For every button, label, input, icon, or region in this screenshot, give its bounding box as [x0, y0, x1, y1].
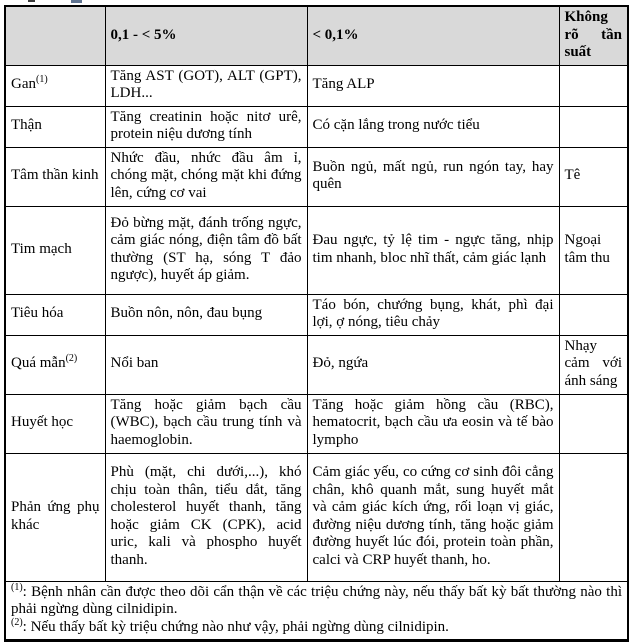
cell-unknown: Tê	[559, 147, 628, 206]
cell-unknown: Ngoại tâm thu	[559, 206, 628, 294]
cell-rare: Đỏ, ngứa	[307, 335, 559, 394]
cell-rare: Táo bón, chướng bụng, khát, phì đại lợi, ợ nóng, tiêu chảy	[307, 294, 559, 335]
cell-common: Nổi ban	[105, 335, 307, 394]
header-cell-common-frequency: 0,1 - < 5%	[105, 6, 307, 65]
footnote-marker: (2)	[11, 616, 23, 628]
cell-common: Nhức đầu, nhức đầu âm ỉ, chóng mặt, chóng mặt khi đứng lên, cứng cơ vai	[105, 147, 307, 206]
cell-category	[5, 394, 105, 453]
table-row	[5, 206, 628, 294]
table-row	[5, 147, 628, 206]
adverse-reactions-table	[4, 5, 629, 642]
category-label: Quá mẫn	[11, 355, 66, 372]
cell-unknown	[559, 394, 628, 453]
category-label: Tim mạch	[11, 240, 72, 257]
footnote-text: : Bệnh nhân cần được theo dõi cẩn thận về các triệu chứng này, nếu thấy bất kỳ bất thường nào thì phải ngừng dùng cilnidipin.	[11, 583, 622, 617]
category-label: Gan	[11, 76, 36, 93]
footnote-text: : Nếu thấy bất kỳ triệu chứng nào như vậy, phải ngừng dùng cilnidipin.	[22, 618, 449, 635]
cell-unknown: Nhạy cảm với ánh sáng	[559, 335, 628, 394]
table-row	[5, 106, 628, 147]
cell-category	[5, 294, 105, 335]
cell-rare: Cảm giác yếu, co cứng cơ sinh đôi cẳng chân, khô quanh mắt, sung huyết mắt và cảm giác kích ứng, rối loạn vị giác, đường niệu dương tính, tăng hoặc giảm đường huyết lúc đói, protein toàn phần, calci và CRP huyết thanh, ho.	[307, 453, 559, 581]
cell-common: Tăng hoặc giảm bạch cầu (WBC), bạch cầu trung tính và haemoglobin.	[105, 394, 307, 453]
footnote-2	[11, 616, 622, 637]
footnote-1	[11, 581, 622, 619]
cell-rare: Có cặn lắng trong nước tiểu	[307, 106, 559, 147]
clipped-text-fragment	[28, 0, 35, 2]
header-cell-rare-frequency: < 0,1%	[307, 6, 559, 65]
cell-common: Tăng AST (GOT), ALT (GPT), LDH...	[105, 65, 307, 106]
cell-category	[5, 106, 105, 147]
cell-unknown	[559, 65, 628, 106]
table-row	[5, 65, 628, 106]
cell-common: Buồn nôn, nôn, đau bụng	[105, 294, 307, 335]
cell-category	[5, 206, 105, 294]
cell-common: Tăng creatinin hoặc nitơ urê, protein niệu dương tính	[105, 106, 307, 147]
footnotes-cell	[5, 581, 628, 641]
table-row	[5, 394, 628, 453]
cell-category	[5, 335, 105, 394]
cell-category	[5, 147, 105, 206]
cell-category	[5, 453, 105, 581]
footnote-marker: (2)	[65, 353, 78, 365]
category-label: Tâm thần kinh	[11, 167, 99, 184]
category-label: Phản ứng phụ khác	[11, 499, 100, 533]
cell-unknown	[559, 106, 628, 147]
header-cell-unknown-frequency: Không rõ tần suất	[559, 6, 628, 65]
cell-unknown	[559, 453, 628, 581]
category-label: Thận	[11, 117, 42, 134]
table-row	[5, 294, 628, 335]
cell-category	[5, 65, 105, 106]
footnotes-row	[5, 581, 628, 641]
cell-rare: Đau ngực, tỷ lệ tim - ngực tăng, nhịp tim nhanh, bloc nhĩ thất, cảm giác lạnh	[307, 206, 559, 294]
header-cell-category	[5, 6, 105, 65]
table-row	[5, 335, 628, 394]
footnote-marker: (1)	[36, 74, 48, 86]
category-label: Tiêu hóa	[11, 305, 64, 322]
category-label: Huyết học	[11, 414, 74, 431]
cell-rare: Tăng ALP	[307, 65, 559, 106]
cell-common: Đỏ bừng mặt, đánh trống ngực, cảm giác nóng, điện tâm đồ bất thường (ST hạ, sóng T đảo ngược), huyết áp giảm.	[105, 206, 307, 294]
clipped-text-fragment	[71, 0, 82, 3]
cell-rare: Tăng hoặc giảm hồng cầu (RBC), hematocrit, bạch cầu ưa eosin và tế bào lympho	[307, 394, 559, 453]
cell-unknown	[559, 294, 628, 335]
cell-common: Phù (mặt, chi dưới,...), khó chịu toàn thân, tiểu dắt, tăng cholesterol huyết thanh, tăng hoặc giảm CK (CPK), acid uric, kali và phospho huyết thanh.	[105, 453, 307, 581]
table-header-row	[5, 6, 628, 65]
footnote-marker: (1)	[11, 581, 23, 593]
cell-rare: Buồn ngủ, mất ngủ, run ngón tay, hay quên	[307, 147, 559, 206]
table-row	[5, 453, 628, 581]
